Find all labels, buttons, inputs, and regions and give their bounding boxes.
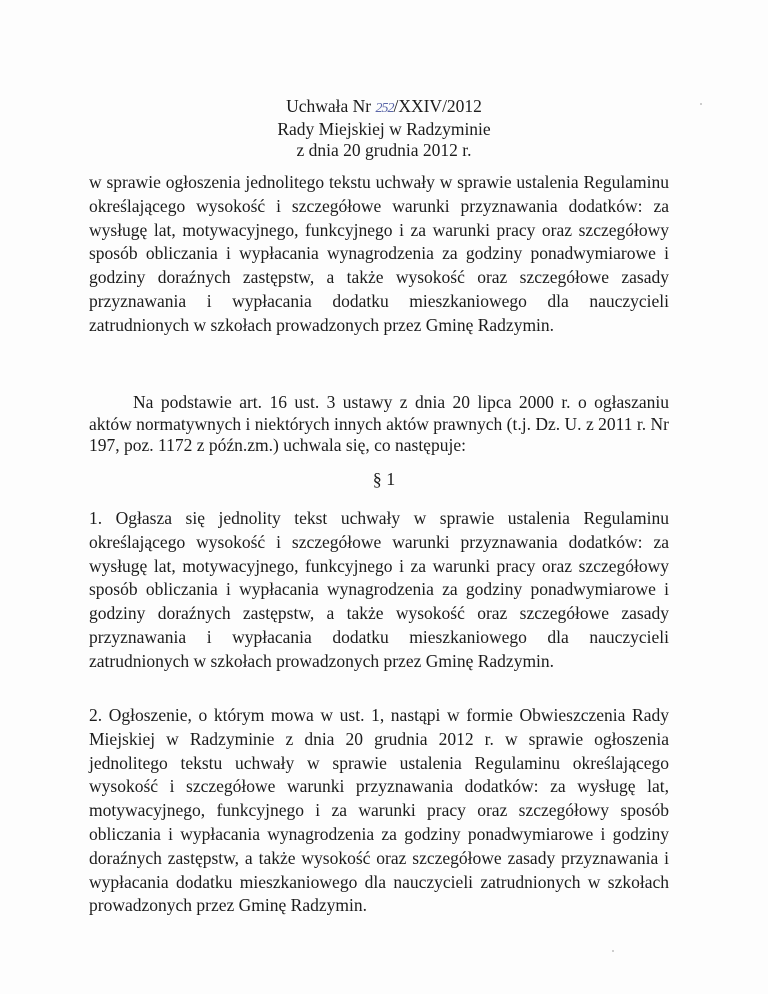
scan-speck bbox=[612, 950, 614, 952]
resolution-header bbox=[0, 96, 768, 161]
section-point-1: 1. Ogłasza się jednolity tekst uchwały w sprawie ustalenia Regulaminu określającego wysokość i szczegółowe warunki przyznawania dodatków: za wysługę lat, motywacyjnego, funkcyjnego i za warunki pracy oraz szczegółowy sposób obliczania i wypłacania wynagrodzenia za godziny ponadwymiarowe i godziny doraźnych zastępstw, a także wysokość oraz szczegółowe zasady przyznawania i wypłacania dodatku mieszkaniowego dla nauczycieli zatrudnionych w szkołach prowadzonych przez Gminę Radzymin. bbox=[89, 508, 669, 671]
section-point-2: 2. Ogłoszenie, o którym mowa w ust. 1, nastąpi w formie Obwieszczenia Rady Miejskiej w Radzyminie z dnia 20 grudnia 2012 r. w sprawie ogłoszenia jednolitego tekstu uchwały w sprawie ustalenia Regulaminu określającego wysokość i szczegółowe warunki przyznawania dodatków: za wysługę lat, motywacyjnego, funkcyjnego i za warunki pracy oraz szczegółowy sposób obliczania i wypłacania wynagrodzenia za godziny ponadwymiarowe i godziny doraźnych zastępstw, a także wysokość oraz szczegółowe zasady przyznawania i wypłacania dodatku mieszkaniowego dla nauczycieli zatrudnionych w szkołach prowadzonych przez Gminę Radzymin. bbox=[89, 705, 669, 916]
resolution-number-line bbox=[0, 96, 768, 119]
council-name: Rady Miejskiej w Radzyminie bbox=[277, 119, 491, 139]
resolution-subject: w sprawie ogłoszenia jednolitego tekstu uchwały w sprawie ustalenia Regulaminu określającego wysokość i szczegółowe warunki przyznawania dodatków: za wysługę lat, motywacyjnego, funkcyjnego i za warunki pracy oraz szczegółowy sposób obliczania i wypłacania wynagrodzenia za godziny ponadwymiarowe i godziny doraźnych zastępstw, a także wysokość oraz szczegółowe zasady przyznawania i wypłacania dodatku mieszkaniowego dla nauczycieli zatrudnionych w szkołach prowadzonych przez Gminę Radzymin. bbox=[89, 172, 669, 335]
handwritten-number: 252 bbox=[375, 101, 394, 116]
legal-basis: Na podstawie art. 16 ust. 3 ustawy z dnia 20 lipca 2000 r. o ogłaszaniu aktów normatywnych i niektórych innych aktów prawnych (t.j. Dz. U. z 2011 r. Nr 197, poz. 1172 z późn.zm.) uchwala się, co następuje: bbox=[89, 392, 669, 455]
resolution-date: z dnia 20 grudnia 2012 r. bbox=[296, 140, 472, 160]
resolution-number-suffix: /XXIV/2012 bbox=[393, 96, 482, 116]
scan-speck bbox=[700, 103, 702, 105]
resolution-number-prefix: Uchwała Nr bbox=[286, 96, 376, 116]
section-heading: § 1 bbox=[372, 469, 396, 489]
